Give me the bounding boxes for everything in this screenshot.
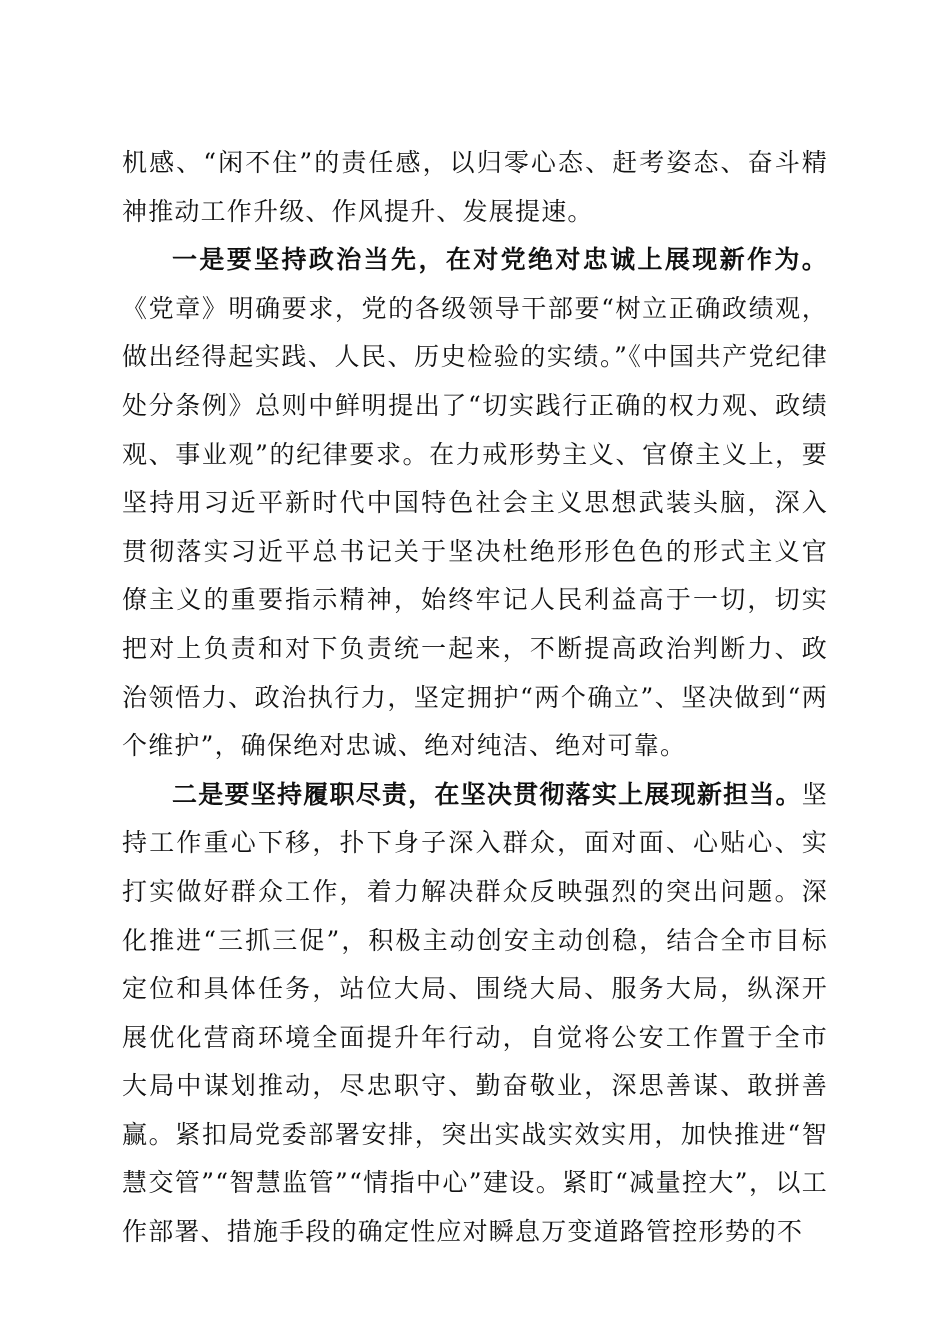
paragraph-text: 《党章》明确要求，党的各级领导干部要“树立正确政绩观，做出经得起实践、人民、历史检验的实绩。”《中国共产党纪律处分条例》总则中鲜明提出了“切实践行正确的权力观、政绩观、事业观”的纪律要求。在力戒形势主义、官僚主义上，要坚持用习近平新时代中国特色社会主义思想武装头脑，深入贯彻落实习近平总书记关于坚决杜绝形形色色的形式主义官僚主义的重要指示精神，始终牢记人民利益高于一切，切实把对上负责和对下负责统一起来，不断提高政治判断力、政治领悟力、政治执行力，坚定拥护“两个确立”、坚决做到“两个维护”，确保绝对忠诚、绝对纯洁、绝对可靠。 [122, 293, 828, 761]
paragraph-duty-fulfillment [122, 771, 828, 1257]
paragraph-lead-heading: 一是要坚持政治当先，在对党绝对忠诚上展现新作为。 [172, 245, 828, 275]
paragraph-text: 机感、“闲不住”的责任感，以归零心态、赶考姿态、奋斗精神推动工作升级、作风提升、发展提速。 [122, 148, 828, 226]
paragraph-continuation [122, 139, 828, 236]
paragraph-political-priority [122, 236, 828, 771]
paragraph-text: 坚持工作重心下移，扑下身子深入群众，面对面、心贴心、实打实做好群众工作，着力解决群众反映强烈的突出问题。深化推进“三抓三促”，积极主动创安主动创稳，结合全市目标定位和具体任务，站位大局、围绕大局、服务大局，纵深开展优化营商环境全面提升年行动，自觉将公安工作置于全市大局中谋划推动，尽忠职守、勤奋敬业，深思善谋、敢拼善赢。紧扣局党委部署安排，突出实战实效实用，加快推进“智慧交管”“智慧监管”“情指中心”建设。紧盯“减量控大”，以工作部署、措施手段的确定性应对瞬息万变道路管控形势的不 [122, 779, 828, 1247]
document-body [122, 139, 828, 1257]
paragraph-lead-heading: 二是要坚持履职尽责，在坚决贯彻落实上展现新担当。 [172, 779, 802, 809]
